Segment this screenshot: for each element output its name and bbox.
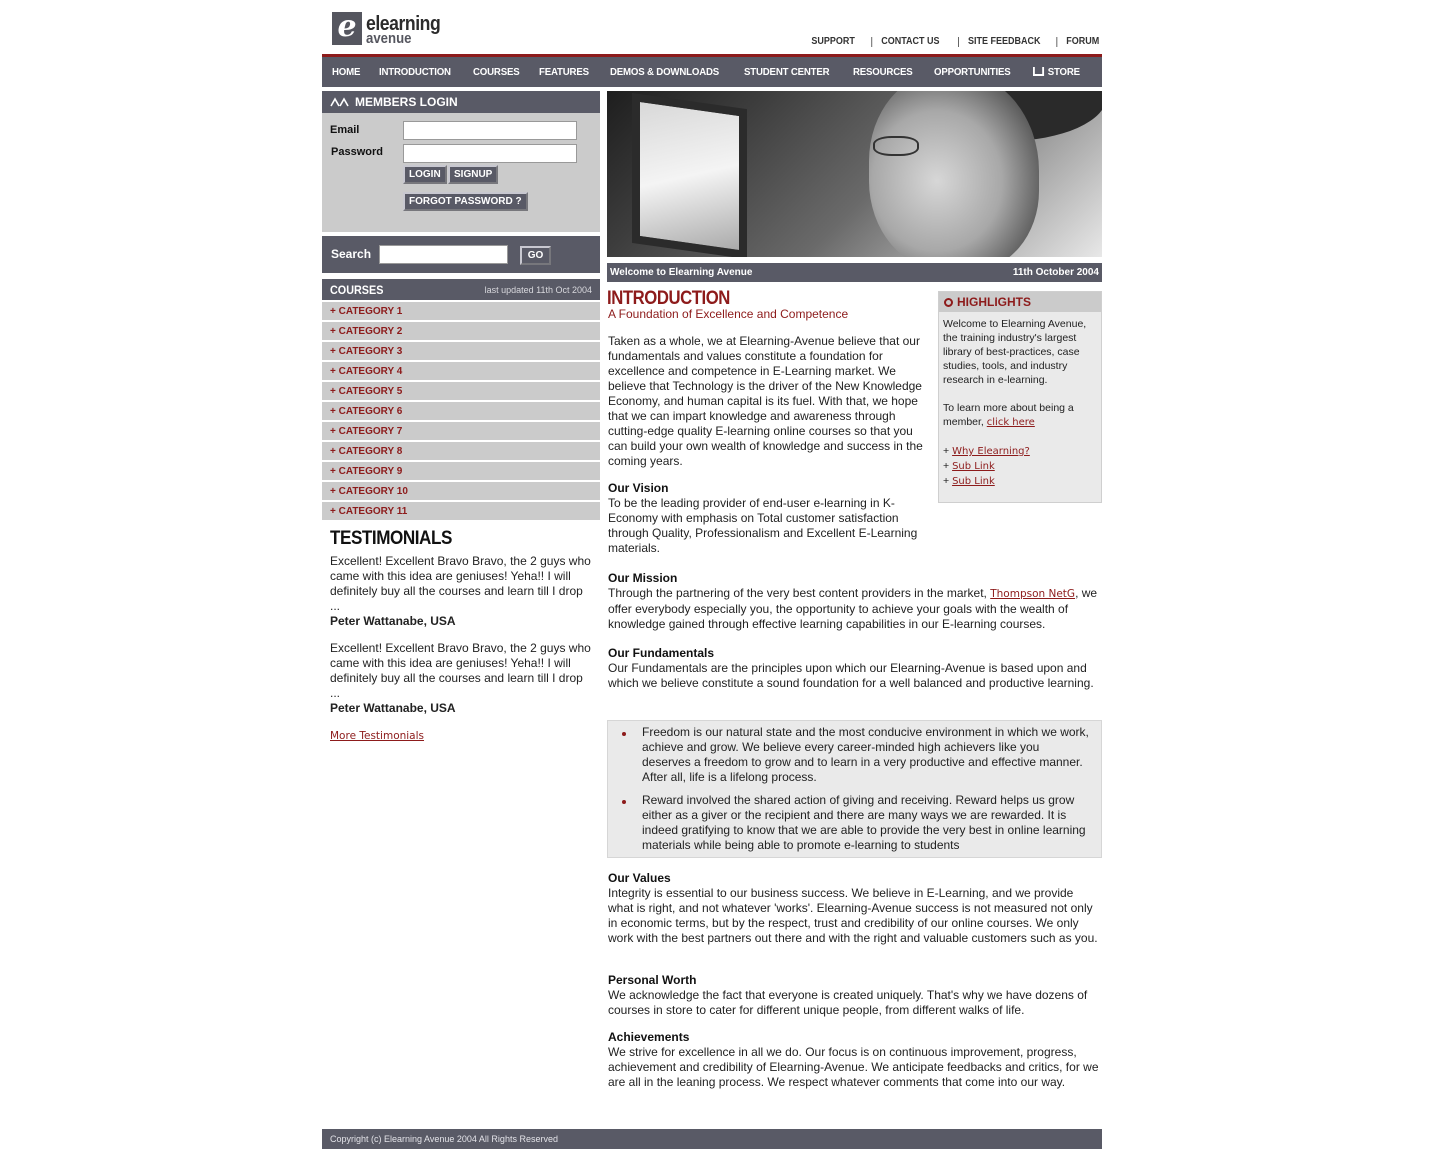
achievements-body: We strive for excellence in all we do. Our focus is on continuous improvement, progress, achievement and credibility of Elearning-Avenue. We anticipate feedbacks and critics, for we are all in the leaning process. We respect whatever comments that come into our way. xyxy=(608,1045,1099,1089)
courses-updated: last updated 11th Oct 2004 xyxy=(484,284,592,295)
nav-store-label: STORE xyxy=(1047,66,1080,78)
search-go-button[interactable]: GO xyxy=(520,246,551,265)
testimonial-author: Peter Wattanabe, USA xyxy=(330,701,456,715)
testimonial-author: Peter Wattanabe, USA xyxy=(330,614,456,628)
fundamentals-list xyxy=(607,720,1102,858)
main-nav xyxy=(322,57,1102,87)
list-item: Freedom is our natural state and the most conducive environment in which we work, achieve and grow. We believe every career-minded high achievers like you deserves a freedom to grow and to learn in a very productive and effective manner. After all, life is a lifelong process. xyxy=(642,725,1091,785)
more-testimonials-link[interactable]: More Testimonials xyxy=(330,730,425,742)
highlights-link-item: + Why Elearning? xyxy=(943,445,1030,457)
toplink-support[interactable]: SUPPORT xyxy=(811,36,855,47)
hero-glasses xyxy=(873,136,919,156)
nav-features[interactable]: FEATURES xyxy=(539,66,590,78)
copyright-text: Copyright (c) Elearning Avenue 2004 All Rights Reserved xyxy=(330,1134,558,1144)
cart-icon xyxy=(1033,67,1044,76)
list-item: Reward involved the shared action of giving and receiving. Reward helps us grow either as a giver or the recipient and there are many ways we are rewarded. It is indeed gratifying to know that we are able to provide the very best in online learning materials while being able to promote e-learning to students xyxy=(642,793,1091,853)
course-category-3[interactable]: + CATEGORY 3 xyxy=(322,342,600,360)
testimonial xyxy=(330,554,592,629)
mission-body-end: , we offer everybody especially you, the opportunity to achieve your goals with the wealth of knowledge gained through effective learning capabilities in our E-learning courses. xyxy=(608,586,1098,631)
nav-introduction[interactable]: INTRODUCTION xyxy=(378,66,451,78)
thompson-netg-link[interactable]: Thompson NetG xyxy=(990,588,1076,600)
search-input[interactable] xyxy=(379,245,508,264)
sub-link-2[interactable]: Sub Link xyxy=(952,476,995,487)
top-links xyxy=(799,35,1102,49)
course-category-11[interactable]: + CATEGORY 11 xyxy=(322,502,600,520)
course-category-9[interactable]: + CATEGORY 9 xyxy=(322,462,600,480)
toplink-contact-us[interactable]: CONTACT US xyxy=(871,37,948,47)
hero-photo xyxy=(607,91,1102,257)
fundamentals-title: Our Fundamentals xyxy=(608,646,715,660)
mission-section xyxy=(608,571,1102,632)
page-subtitle: A Foundation of Excellence and Competence xyxy=(608,307,849,321)
signup-button[interactable]: SIGNUP xyxy=(448,165,498,184)
site-logo[interactable] xyxy=(332,9,452,47)
course-category-10[interactable]: + CATEGORY 10 xyxy=(322,482,600,500)
testimonial-text: Excellent! Excellent Bravo Bravo, the 2 guys who came with this idea are geniuses! Yeha!! I will definitely buy all the courses and learn till I drop ... xyxy=(330,641,591,700)
footer xyxy=(322,1129,1102,1149)
course-category-6[interactable]: + CATEGORY 6 xyxy=(322,402,600,420)
toplink-forum[interactable]: FORUM xyxy=(1057,37,1100,47)
nav-student-center[interactable]: STUDENT CENTER xyxy=(744,66,830,78)
nav-opportunities[interactable]: OPPORTUNITIES xyxy=(933,66,1011,78)
values-section xyxy=(608,871,1098,946)
search-label: Search xyxy=(331,247,372,261)
highlights-title: HIGHLIGHTS xyxy=(957,295,1031,309)
nav-courses[interactable]: COURSES xyxy=(472,66,520,78)
testimonial xyxy=(330,641,592,716)
click-here-link[interactable]: click here xyxy=(986,417,1035,428)
members-login-header xyxy=(322,91,600,113)
members-login-title: MEMBERS LOGIN xyxy=(355,95,458,109)
highlights-header xyxy=(939,292,1101,312)
logo-word-elearning: elearning xyxy=(366,13,441,35)
mission-body-start: Through the partnering of the very best content providers in the market, xyxy=(608,586,991,600)
mission-title: Our Mission xyxy=(608,571,678,585)
welcome-date: 11th October 2004 xyxy=(1012,267,1099,278)
password-field[interactable] xyxy=(403,144,577,163)
fundamentals-body: Our Fundamentals are the principles upon which our Elearning-Avenue is based upon and which we believe constitute a sound foundation for a well balanced and productive learning. xyxy=(608,661,1094,690)
highlights-box xyxy=(938,291,1102,503)
why-elearning-link[interactable]: Why Elearning? xyxy=(952,446,1030,457)
fundamentals-section xyxy=(608,646,1102,691)
highlights-member-text: To learn more about being a member, xyxy=(943,402,1074,428)
course-category-2[interactable]: + CATEGORY 2 xyxy=(322,322,600,340)
courses-header xyxy=(322,279,600,300)
login-button[interactable]: LOGIN xyxy=(403,165,447,184)
hero-monitor xyxy=(632,93,747,257)
page xyxy=(322,0,1102,1152)
nav-demos-downloads[interactable]: DEMOS & DOWNLOADS xyxy=(609,66,719,78)
email-field[interactable] xyxy=(403,121,577,140)
courses-title: COURSES xyxy=(330,282,384,297)
course-category-4[interactable]: + CATEGORY 4 xyxy=(322,362,600,380)
course-category-5[interactable]: + CATEGORY 5 xyxy=(322,382,600,400)
nav-store[interactable] xyxy=(1033,66,1080,78)
vision-section xyxy=(608,481,930,556)
sub-link-1[interactable]: Sub Link xyxy=(952,461,995,472)
page-title: INTRODUCTION xyxy=(607,288,730,309)
testimonials-section xyxy=(322,520,600,742)
vision-title: Our Vision xyxy=(608,481,669,495)
welcome-text: Welcome to Elearning Avenue xyxy=(610,267,753,278)
logo-mark: e xyxy=(332,12,362,45)
highlights-link-item: + Sub Link xyxy=(943,460,995,472)
logo-word-avenue: avenue xyxy=(366,30,412,47)
nav-resources[interactable]: RESOURCES xyxy=(852,66,913,78)
search-box xyxy=(322,236,600,273)
login-form xyxy=(322,113,600,232)
achievements-section xyxy=(608,1030,1102,1090)
testimonials-title: TESTIMONIALS xyxy=(330,528,452,549)
highlights-intro: Welcome to Elearning Avenue, the training industry's largest library of best-practices, case studies, tools, and industry research in e-learning. xyxy=(943,318,1087,386)
welcome-bar xyxy=(607,263,1102,282)
left-column xyxy=(322,91,600,742)
course-category-7[interactable]: + CATEGORY 7 xyxy=(322,422,600,440)
values-body: Integrity is essential to our business success. We believe in E-Learning, and we provide what is right, and not whatever 'works'. Elearning-Avenue success is not measured not only in economic terms, but by the respect, trust and credibility of our online courses. We only work with the best partners out there and with the right and valuable customers such as you. xyxy=(608,886,1098,945)
course-category-1[interactable]: + CATEGORY 1 xyxy=(322,302,600,320)
toplink-site-feedback[interactable]: SITE FEEDBACK xyxy=(958,37,1049,47)
personal-worth-title: Personal Worth xyxy=(608,973,697,987)
intro-body: Taken as a whole, we at Elearning-Avenue believe that our fundamentals and values constitute a foundation for excellence and competence in E-Learning market. We believe that Technology is the driver of the New Knowledge Economy, and human capital is its fuel. With that, we hope that we can impart knowledge and awareness through cutting-edge quality E-learning online courses so that you can build your own wealth of knowledge and success in the coming years. xyxy=(608,334,923,468)
personal-worth-body: We acknowledge the fact that everyone is created uniquely. That's why we have dozens of courses in store to cater for different unique people, from different walks of life. xyxy=(608,988,1088,1017)
values-title: Our Values xyxy=(608,871,671,885)
search-key-icon xyxy=(944,298,953,307)
nav-home[interactable]: HOME xyxy=(332,66,361,78)
highlights-link-item: + Sub Link xyxy=(943,475,995,487)
forgot-password-button[interactable]: FORGOT PASSWORD ? xyxy=(403,192,528,211)
main-content xyxy=(607,91,1102,1089)
course-category-8[interactable]: + CATEGORY 8 xyxy=(322,442,600,460)
members-icon xyxy=(330,97,350,107)
achievements-title: Achievements xyxy=(608,1030,690,1044)
highlights-body xyxy=(939,312,1101,494)
vision-body: To be the leading provider of end-user e-learning in K-Economy with emphasis on Total customer satisfaction through Quality, Professionalism and Excellent E-Learning materials. xyxy=(608,496,918,555)
password-label: Password xyxy=(331,146,383,158)
testimonial-text: Excellent! Excellent Bravo Bravo, the 2 guys who came with this idea are geniuses! Yeha!! I will definitely buy all the courses and learn till I drop ... xyxy=(330,554,591,613)
hero-face xyxy=(869,91,1039,257)
highlights-member xyxy=(943,401,1097,430)
personal-worth-section xyxy=(608,973,1098,1018)
email-label: Email xyxy=(330,124,360,136)
